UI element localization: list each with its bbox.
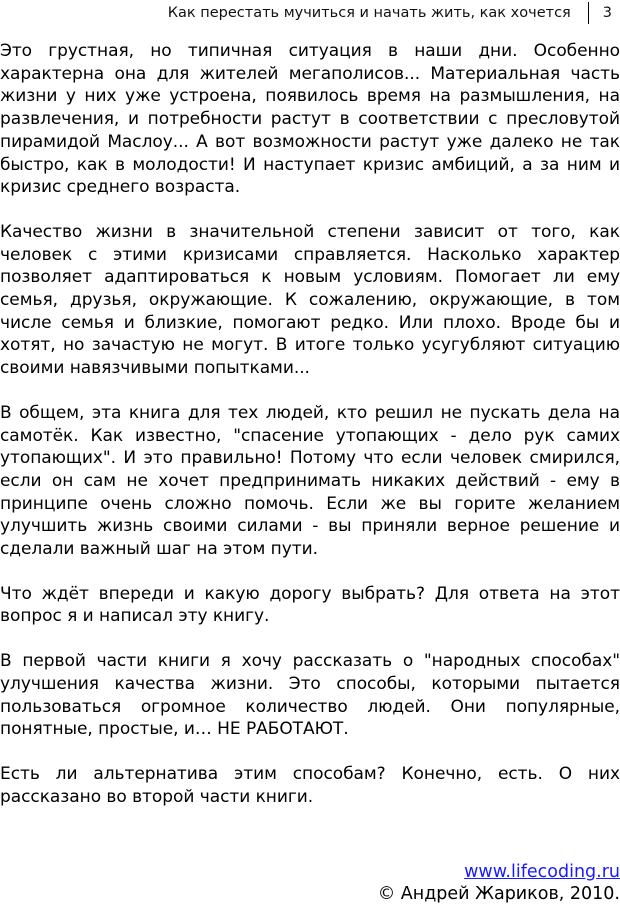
page-number: 3 [602,5,612,21]
header-title: Как перестать мучиться и начать жить, как хочется [167,5,571,21]
page-body [0,40,620,830]
paragraph: Есть ли альтернатива этим способам? Конечно, есть. О них рассказано во второй части книги. [0,763,620,807]
page-footer [378,861,620,905]
website-link[interactable]: www.lifecoding.ru [464,862,620,882]
copyright-notice: © Андрей Жариков, 2010. [377,884,620,904]
header-divider [588,2,589,24]
paragraph: Что ждёт впереди и какую дорогу выбрать? Для ответа на этот вопрос я и написал эту книгу. [0,583,620,627]
paragraph: В общем, эта книга для тех людей, кто решил не пускать дела на самотёк. Как известно, "спасение утопающих - дело рук самих утопающих". И это правильно! Потому что если человек смирился, если он сам не хочет предпринимать никаких действий - ему в принципе очень сложно помочь. Если же вы горите желанием улучшить жизнь своими силами - вы приняли верное решение и сделали важный шаг на этом пути. [0,402,620,560]
paragraph: Качество жизни в значительной степени зависит от того, как человек с этими кризисами справляется. Насколько характер позволяет адаптироваться к новым условиям. Помогает ли ему семья, друзья, окружающие. К сожалению, окружающие, в том числе семья и близкие, помогают редко. Или плохо. Вроде бы и хотят, но зачастую не могут. В итоге только усугубляют ситуацию своими навязчивыми попытками... [0,221,620,379]
paragraph: В первой части книги я хочу рассказать о "народных способах" улучшения качества жизни. Это способы, которыми пытается пользоваться огромное количество людей. Они популярные, понятные, простые, и… НЕ РАБОТАЮТ. [0,651,620,740]
paragraph: Это грустная, но типичная ситуация в наши дни. Особенно характерна она для жителей мегаполисов... Материальная часть жизни у них уже устроена, появилось время на размышления, на развлечения, и потребности растут в соответствии с пресловутой пирамидой Маслоу... А вот возможности растут уже далеко не так быстро, как в молодости! И наступает кризис амбиций, а за ним и кризис среднего возраста. [0,41,620,198]
running-header [168,2,620,24]
